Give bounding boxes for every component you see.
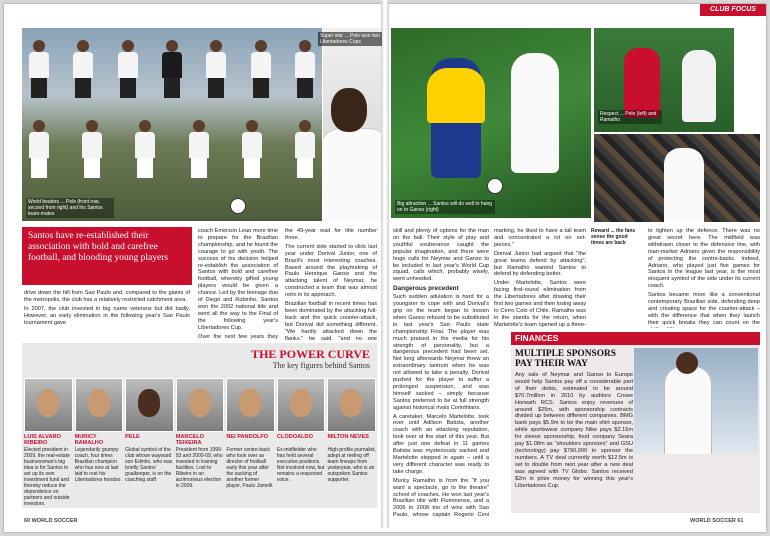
player-figure: [250, 40, 272, 98]
person-desc: Global symbol of the club whose wayward son Edinho, who was briefly Santos' goalkeeper, is on the coaching staff.: [125, 447, 173, 483]
portrait: [125, 378, 174, 432]
left-col-3: [285, 228, 377, 340]
finances-text: [515, 372, 633, 510]
person-shape: [624, 48, 660, 118]
paragraph: Santos became more like a conventional contemporary Brazilian side, defending deep and creating space for the counter-attack – with the difference that when they launch their quick breaks they can count on the: [648, 292, 760, 326]
person-desc: Elected president in 2009, the real-estate businessman's big idea is for Santos to set up its own investment fund and thereby reduce the dependence on partners and outside investors.: [24, 447, 70, 507]
paragraph: Dorival Junior had argued that "the great teams defend by attacking", but Ramalho wanted Santos to defend by defending better.: [494, 250, 586, 278]
shirt-shape: [427, 68, 485, 123]
player-shape: [664, 366, 712, 454]
person-name: MARCELO TEIXEIRA: [175, 434, 205, 446]
neymar-photo: [634, 348, 758, 454]
person-name: LUIS ALVARO RIBEIRO: [24, 434, 61, 446]
right-col-1: [393, 228, 489, 518]
person-name: MURICY RAMALHO: [74, 434, 104, 446]
player-shape: [664, 148, 704, 222]
team-photo-caption: World beaters ... Pele (front row, second from right) and his Santos team-mates: [26, 198, 114, 218]
paragraph: Under Martelotte, Santos were facing first-round elimination from the Libertadores after drawing their first two games and then losing away to Cerro Colo of Chile. Ramalho was in the stands for the return, when Martelotte's team opened up a three-: [494, 280, 586, 328]
paragraph: marking, he liked to have a tall team and concentrated a lot on set-pieces.": [494, 228, 586, 248]
paragraph: In 2007, the club invested in big name veterans but did badly. However, an early elimination in the following year's Sao Paulo tournament gave: [24, 305, 190, 326]
person-name: NEI PANDOLFO: [226, 434, 269, 440]
pele-photo: [323, 28, 381, 221]
paragraph: Any sale of Neymar and Ganso to Europe would help Santos pay off a considerable part of their debts, estimated to be around $70.7million in 2010 by auditors Crowe Horwath RCS. Santos enjoy revenues of around $25m, with sponsorship contracts divided up between different companies. BMG bank pays $5.9m to be the main shirt sponsor, while sportswear company Nike pays $2.16m for sleeve sponsorship, food company Seara pay $1.08m as "shoulders sponsors" and GSU (technology) pay $790,000 to sponsor the numbers. A TV deal currently worth $12.5m is set to double from next year after a new deal was agreed with TV Globo. Santos received $2m in prize money for winning this year's Libertadores Cup.: [515, 372, 633, 489]
player-figure: [134, 120, 156, 178]
action-photo-caption: Big attraction ... Santos will do well to hang on to Ganso (right): [395, 200, 495, 214]
player-figure: [161, 40, 183, 98]
portrait: [24, 378, 73, 432]
paragraph: Brazilian football in recent times has been dominated by the attacking full-back and the quick counter-attack, but Dorival did something different. "We hardly attacked down the flanks," he said, "and no one: [285, 301, 377, 340]
player-figure: [241, 120, 263, 178]
paragraph: coach Emerson Leao more time to prepare for the Brazilian championship, and he found the courage to go with youth. The success of his decision helped re-establish the association of Santos with bold and carefree football, whereby gifted young players would be given a chance. Led by the teenage duo of Diego and Robinho, Santos won the 2002 national title and went all the way to the Final of the following year's Libertadores Cup.: [198, 228, 278, 331]
person-desc: Former centre-back who took over as director of football early this year after the sacking of another former player, Paulo Jamelli.: [226, 447, 274, 489]
power-curve-subtitle: The key figures behind Santos: [272, 361, 370, 370]
right-col-3: [648, 228, 760, 328]
football-icon: [230, 198, 246, 214]
portrait: [75, 378, 124, 432]
left-col-1: [24, 290, 190, 340]
person-card: [327, 378, 376, 506]
person-card: [277, 378, 326, 506]
person-desc: Legendarily grumpy coach, four times Brazilian champion who has now at last laid to rest his Libertadores hoodoo.: [74, 447, 122, 483]
photo-caption-reward: Reward ... the fans sense the good times are back: [591, 228, 636, 246]
player-figure: [28, 40, 50, 98]
person-card: [24, 378, 73, 506]
right-footer: WORLD SOCCER 61: [690, 518, 744, 524]
fans-photo: [594, 134, 760, 222]
paragraph: Muricy Ramalho is from the "if you want a spectacle, go to the theatre" school of coaches. He won last year's Brazilian title with Fluminense, and a 2006 to 2008 trio of wins with Sao Paulo, whose captain Rogerio Ceni: [393, 477, 489, 518]
left-col-2: [198, 228, 278, 340]
player-shape: [511, 53, 559, 173]
person-name: MILTON NEVES: [327, 434, 369, 440]
paragraph: A caretaker, Marcelo Martelotte, took over until Adilson Batista, another coach with an attacking reputation, took over at the start of this year. But after just one defeat in 11 games Batista was mysteriously sacked and Martelotte stepped in again – until a very different character was ready to take charge.: [393, 413, 489, 475]
section-tag: CLUB FOCUS: [700, 4, 766, 16]
head-shape: [331, 88, 367, 132]
finances-header: FINANCES: [511, 332, 760, 345]
head-shape: [676, 352, 698, 374]
portrait: [226, 378, 275, 432]
portrait: [176, 378, 225, 432]
right-col-2: [494, 228, 586, 328]
subheading: Dangerous precedent: [393, 285, 459, 293]
player-figure: [117, 40, 139, 98]
person-desc: Ex-midfielder who has held several executive positions. Not involved now, but remains a respected voice.: [276, 447, 325, 483]
person-card: [125, 378, 174, 506]
person-shape: [682, 50, 716, 122]
paragraph: Such sudden adulation is hard for a youngster to cope with and Dorival's grip on the team began to loosen when Ganso refused to be substituted in last year's Sao Paulo state championship Final. The player was much praised in the media for his strength of personality, but a dangerous precedent had been set. Not long afterwards Neymar threw an extraordinary tantrum when he was not allowed to take a penalty. Dorival pushed for the player to suffer a prolonged suspension, and was himself sacked – simply because Santos preferred to be at full strength against historical rivals Corinthians.: [393, 294, 489, 411]
article-standfirst: Santos have re-established their association with bold and carefree football, and blooding young players: [22, 227, 192, 285]
player-figure: [294, 40, 316, 98]
paragraph: skill and plenty of options for the man on the ball. Their style of play and youthful exuberance caught the popular imagination, and there were huge calls for Neymar and Ganso to be included in last year's World Cup squad, calls which, probably wisely, went unheeded.: [393, 228, 489, 283]
paragraph: Over the next few years they: [198, 333, 278, 340]
player-figure: [72, 40, 94, 98]
person-card: [75, 378, 124, 506]
player-figure: [205, 40, 227, 98]
person-desc: President from 1999-93 and 2000-09, who invested in training facilities. Lost to Ribeiro in an acrimonious election in 2009.: [175, 447, 223, 489]
portrait: [327, 378, 376, 432]
paragraph: The current side started to click last year under Dorival Junior, one of Brazil's most interesting coaches. Based around the playmaking of Paulo Henrique Ganso and the attacking talent of Neymar, he constructed a team that was almost retro in its approach.: [285, 243, 377, 299]
player-figure: [294, 120, 316, 178]
team-photo: [22, 28, 322, 221]
ramalho-photo-caption: Respect ... Pele (left) and Ramalho: [598, 110, 662, 124]
player-figure: [188, 120, 210, 178]
paragraph: the 49-year wait for title number three.: [285, 228, 377, 241]
action-photo: [391, 28, 591, 218]
person-name: CLODOALDO: [276, 434, 313, 440]
left-footer: 60 WORLD SOCCER: [24, 518, 78, 524]
person-name: PELE: [125, 434, 140, 440]
paragraph: drive down the hill from Sao Paulo and, compared to the giants of the metropolis, the club has a relatively restricted catchment area.: [24, 290, 190, 303]
person-card: [176, 378, 225, 506]
finances-title: MULTIPLE SPONSORS PAY THEIR WAY: [515, 349, 616, 369]
person-card: [226, 378, 275, 506]
player-figure: [28, 120, 50, 178]
shirt-shape: [323, 128, 381, 221]
football-icon: [487, 178, 503, 194]
pele-photo-caption: Super star ... Pele won two Libertadores Cups: [318, 32, 382, 46]
paragraph: to tighten up the defence. There was no great secret here. The midfield was withdrawn closer to the defensive line, with man-marker Adriano given the responsibility of protecting the centre-backs. Indeed, Adriano, who played just five games for Santos in the league last year, is the most eloquent symbol of the side under its current coach.: [648, 228, 760, 290]
page-gutter: [381, 0, 389, 528]
portrait: [277, 378, 326, 432]
player-figure: [81, 120, 103, 178]
person-desc: High-profile journalist, adept at reeling off team lineups from yesteryear, who is an outspoken Santos supporter.: [327, 447, 376, 483]
power-curve-cards: [24, 378, 376, 506]
power-curve-title: THE POWER CURVE: [251, 347, 370, 361]
